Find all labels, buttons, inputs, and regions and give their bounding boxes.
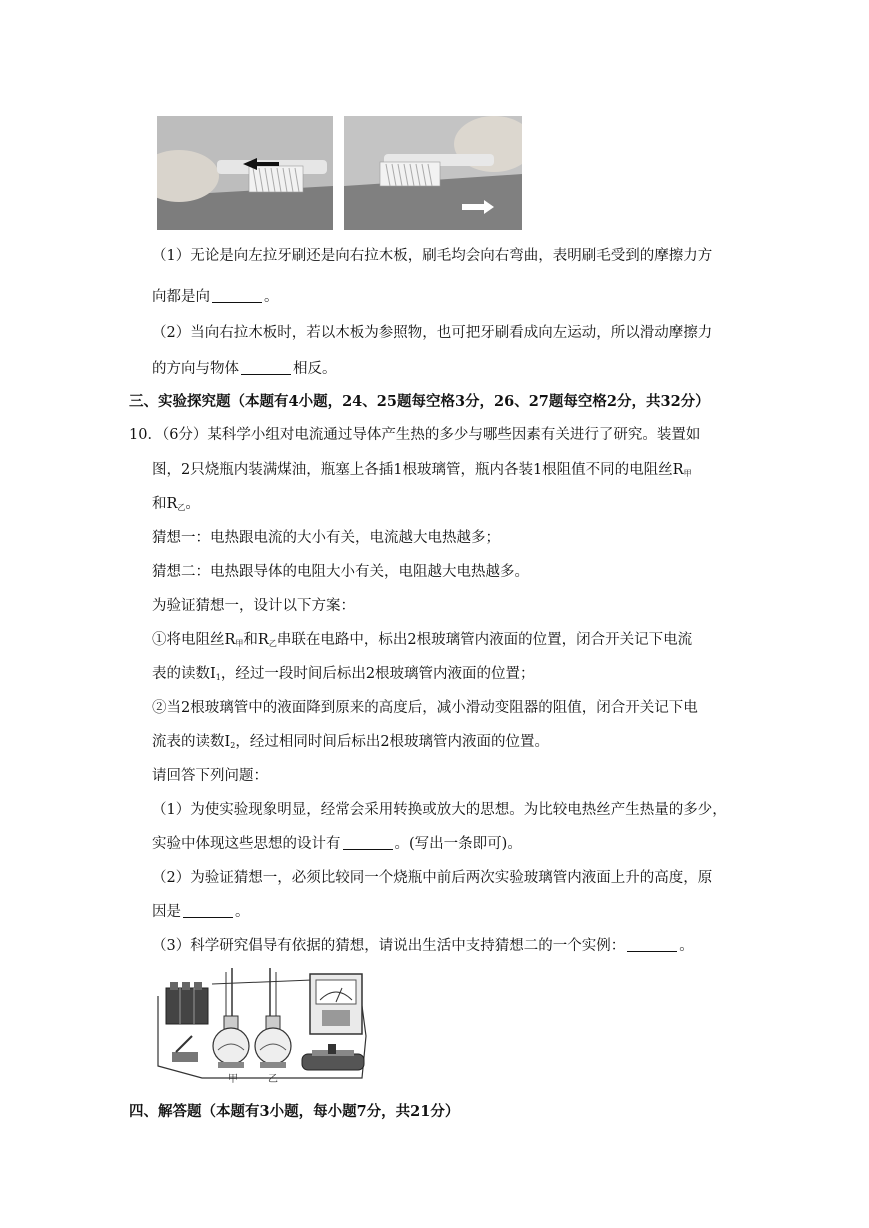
q1-line1: （1）无论是向左拉牙刷还是向右拉木板，刷毛均会向右弯曲，表明刷毛受到的摩擦力方 — [152, 248, 713, 264]
section-heading-3: 三、实验探究题（本题有4小题，24、25题每空格3分，26、27题每空格2分，共32分） — [129, 393, 710, 410]
q10-intro-line3: 和$R_乙$。 — [152, 496, 200, 512]
guess-2: 猜想二：电热跟导体的电阻大小有关，电阻越大电热越多。 — [152, 564, 529, 580]
answer-blank[interactable] — [212, 301, 262, 303]
label-yi: 乙 — [268, 1074, 278, 1085]
q2-line1: （2）当向右拉木板时，若以木板为参照物，也可把牙刷看成向左运动，所以滑动摩擦力 — [152, 325, 713, 341]
section-heading-4: 四、解答题（本题有3小题，每小题7分，共21分） — [129, 1103, 460, 1120]
label-jia: 甲 — [228, 1074, 238, 1085]
step2-line1: ②当2根玻璃管中的液面降到原来的高度后，减小滑动变阻器的阻值，闭合开关记下电 — [152, 700, 698, 716]
toothbrush-photo-right — [344, 116, 522, 230]
q1-line2: 向都是向 。 — [152, 289, 279, 305]
a2-line2: 因是 。 — [152, 904, 250, 920]
plan-title: 为验证猜想一，设计以下方案： — [152, 598, 355, 614]
a2-line1: （2）为验证猜想一，必须比较同一个烧瓶中前后两次实验玻璃管内液面上升的高度，原 — [152, 870, 713, 886]
answer-blank[interactable] — [343, 848, 393, 850]
circuit-apparatus-figure — [152, 966, 372, 1086]
answer-blank[interactable] — [627, 950, 677, 952]
step2-line2: 流表的读数$I_2$，经过相同时间后标出2根玻璃管内液面的位置。 — [152, 734, 550, 750]
step1-line1: ①将电阻丝$R_甲$和$R_乙$串联在电路中，标出2根玻璃管内液面的位置，闭合开关记下电流 — [152, 632, 693, 648]
guess-1: 猜想一：电热跟电流的大小有关，电流越大电热越多； — [152, 530, 500, 546]
a1-line2: 实验中体现这些思想的设计有 。(写出一条即可)。 — [152, 836, 522, 852]
answer-blank[interactable] — [241, 373, 291, 375]
battery-icon — [166, 982, 208, 1024]
switch-icon — [172, 1036, 198, 1062]
q10-intro-line2: 图，2只烧瓶内装满煤油，瓶塞上各插1根玻璃管，瓶内各装1根阻值不同的电阻丝$R_甲$ — [152, 462, 692, 478]
answer-blank[interactable] — [183, 916, 233, 918]
ammeter-icon — [310, 974, 362, 1034]
flask-yi-icon — [255, 968, 291, 1068]
toothbrush-photo-left — [157, 116, 333, 230]
q2-line2: 的方向与物体 相反。 — [152, 361, 337, 377]
step1-line2: 表的读数$I_1$，经过一段时间后标出2根玻璃管内液面的位置； — [152, 666, 535, 682]
ask-line: 请回答下列问题： — [152, 768, 268, 784]
a3-line: （3）科学研究倡导有依据的猜想，请说出生活中支持猜想二的一个实例： 。 — [152, 938, 694, 954]
q10-intro-line1: 10．（6分）某科学小组对电流通过导体产生热的多少与哪些因素有关进行了研究。装置如 — [129, 427, 701, 443]
a1-line1: （1）为使实验现象明显，经常会采用转换或放大的思想。为比较电热丝产生热量的多少， — [152, 802, 727, 818]
rheostat-icon — [302, 1044, 364, 1070]
